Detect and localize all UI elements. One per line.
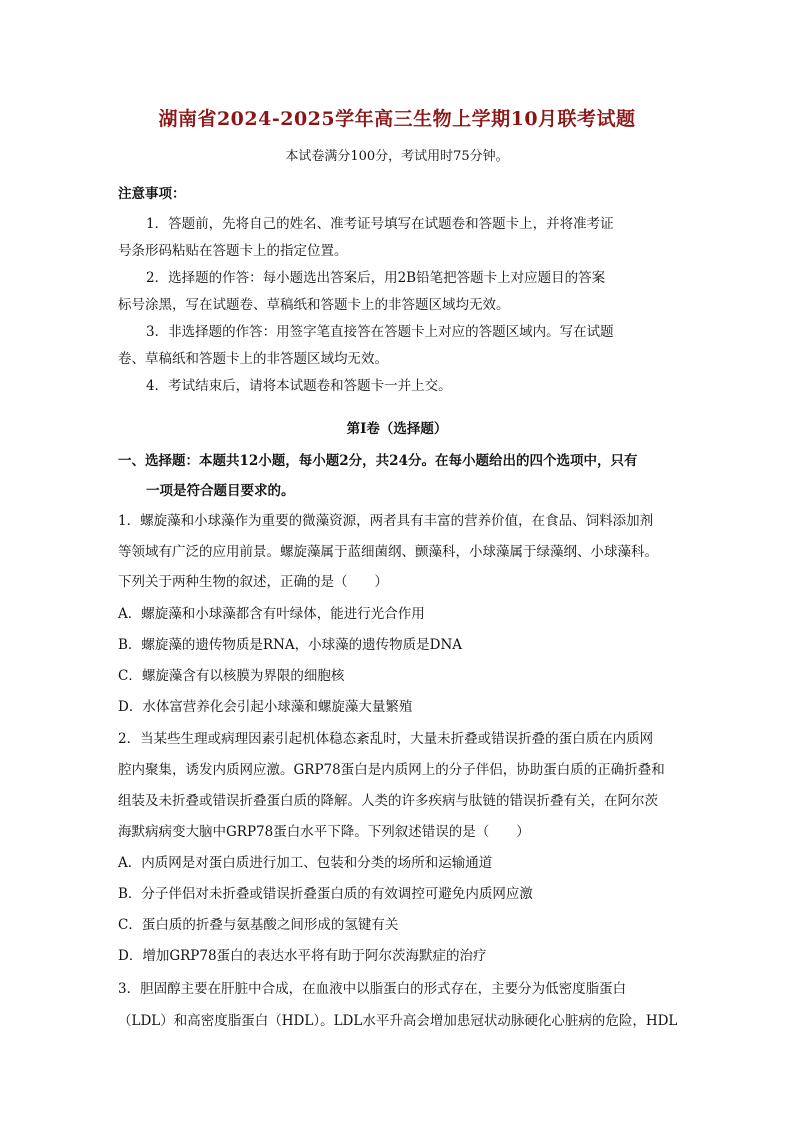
question-1-option-c: C．螺旋藻含有以核膜为界限的细胞核 [118,668,345,684]
notice-line: 3．非选择题的作答：用签字笔直接答在答题卡上对应的答题区域内。写在试题 [146,324,614,340]
exam-info: 本试卷满分100分，考试用时75分钟。 [285,149,509,164]
question-2-option-d: D．增加GRP78蛋白的表达水平将有助于阿尔茨海默症的治疗 [118,948,487,964]
question-2-stem: 腔内聚集，诱发内质网应激。GRP78蛋白是内质网上的分子伴侣，协助蛋白质的正确折叠和 [118,762,665,778]
question-1-stem: 下列关于两种生物的叙述，正确的是（ ） [118,574,388,590]
question-3-stem: （LDL）和高密度脂蛋白（HDL）。LDL水平升高会增加患冠状动脉硬化心脏病的危险，HDL [118,1013,678,1029]
question-1-option-b: B．螺旋藻的遗传物质是RNA，小球藻的遗传物质是DNA [118,637,463,653]
question-2-option-c: C．蛋白质的折叠与氨基酸之间形成的氢键有关 [118,917,399,933]
notice-line: 1．答题前，先将自己的姓名、准考证号填写在试题卷和答题卡上，并将准考证 [146,216,614,232]
question-2-stem: 组装及未折叠或错误折叠蛋白质的降解。人类的许多疾病与肽链的错误折叠有关，在阿尔茨 [118,793,658,809]
section-heading-cont: 一项是符合题目要求的。 [146,483,295,499]
part-title: 第Ⅰ卷（选择题） [346,421,448,437]
question-2-option-a: A．内质网是对蛋白质进行加工、包装和分类的场所和运输通道 [118,855,493,871]
question-2-option-b: B．分子伴侣对未折叠或错误折叠蛋白质的有效调控可避免内质网应激 [118,886,533,902]
notice-line: 标号涂黑，写在试题卷、草稿纸和答题卡上的非答题区域均无效。 [118,297,510,313]
section-heading: 一、选择题：本题共12小题，每小题2分，共24分。在每小题给出的四个选项中，只有 [118,453,638,469]
notice-line: 号条形码粘贴在答题卡上的指定位置。 [118,243,348,259]
question-1-stem: 等领域有广泛的应用前景。螺旋藻属于蓝细菌纲、颤藻科，小球藻属于绿藻纲、小球藻科。 [118,544,658,560]
question-2-stem: 海默病病变大脑中GRP78蛋白水平下降。下列叙述错误的是（ ） [118,824,530,840]
question-1-option-d: D．水体富营养化会引起小球藻和螺旋藻大量繁殖 [118,699,413,715]
page-title: 湖南省2024-2025学年高三生物上学期10月联考试题 [158,108,636,130]
question-1-option-a: A．螺旋藻和小球藻都含有叶绿体，能进行光合作用 [118,606,425,622]
question-1-stem: 1．螺旋藻和小球藻作为重要的微藻资源，两者具有丰富的营养价值，在食品、饲料添加剂 [118,513,654,529]
notice-heading: 注意事项： [118,186,186,202]
notice-line: 4．考试结束后，请将本试题卷和答题卡一并上交。 [146,378,452,394]
question-2-stem: 2．当某些生理或病理因素引起机体稳态紊乱时，大量未折叠或错误折叠的蛋白质在内质网 [118,731,654,747]
question-3-stem: 3．胆固醇主要在肝脏中合成，在血液中以脂蛋白的形式存在，主要分为低密度脂蛋白 [118,981,627,997]
notice-line: 卷、草稿纸和答题卡上的非答题区域均无效。 [118,351,388,367]
notice-line: 2．选择题的作答：每小题选出答案后，用2B铅笔把答题卡上对应题目的答案 [146,270,606,286]
